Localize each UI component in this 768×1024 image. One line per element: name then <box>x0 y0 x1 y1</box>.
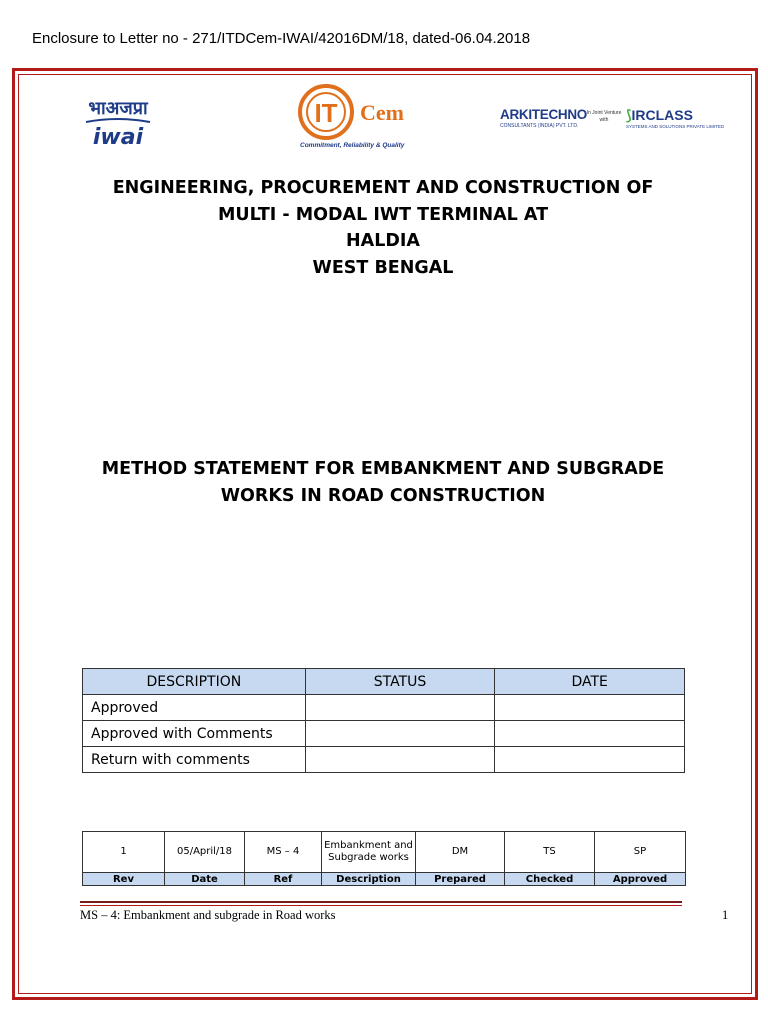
revision-header-cell: Approved <box>595 873 686 886</box>
title-line: HALDIA <box>346 231 420 251</box>
footer-divider-thin <box>80 905 682 906</box>
title-line: ENGINEERING, PROCUREMENT AND CONSTRUCTION OF <box>112 178 654 198</box>
table-cell: Return with comments <box>83 747 306 773</box>
itdcem-logo-letters: IT <box>314 98 338 128</box>
table-cell <box>305 695 495 721</box>
document-title <box>40 175 726 281</box>
revision-table <box>82 831 686 886</box>
iwai-logo-text: iwai <box>92 125 144 150</box>
iwai-logo-hindi: भाअजप्रा <box>88 98 148 119</box>
footer-divider <box>80 901 682 903</box>
table-row <box>83 721 685 747</box>
revision-cell: SP <box>595 832 686 873</box>
irclass-sub: SYSTEMS AND SOLUTIONS PRIVATE LIMITED <box>626 124 725 129</box>
table-header-cell: DESCRIPTION <box>83 669 306 695</box>
revision-header-cell: Prepared <box>416 873 505 886</box>
subtitle-line: WORKS IN ROAD CONSTRUCTION <box>220 485 546 506</box>
revision-header-cell: Rev <box>83 873 165 886</box>
table-cell <box>495 721 685 747</box>
table-header-cell: STATUS <box>305 669 495 695</box>
revision-cell: 05/April/18 <box>165 832 245 873</box>
table-row <box>83 695 685 721</box>
table-cell <box>495 695 685 721</box>
itdcem-logo-cem: Cem <box>360 100 404 125</box>
footer-text: MS – 4: Embankment and subgrade in Road works <box>80 908 336 922</box>
revision-cell: Embankment and Subgrade works <box>322 832 416 873</box>
table-cell <box>495 747 685 773</box>
revision-header-cell: Date <box>165 873 245 886</box>
revision-cell: MS – 4 <box>245 832 322 873</box>
method-statement-title <box>40 456 726 509</box>
table-cell: Approved with Comments <box>83 721 306 747</box>
revision-cell: 1 <box>83 832 165 873</box>
revision-header-cell: Ref <box>245 873 322 886</box>
revision-cell: TS <box>505 832 595 873</box>
subtitle-line: METHOD STATEMENT FOR EMBANKMENT AND SUBGRADE <box>101 459 665 479</box>
iwai-logo <box>80 92 156 150</box>
page-number: 1 <box>722 908 729 922</box>
irclass-name: ⟆IRCLASS <box>626 107 693 123</box>
revision-cell: DM <box>416 832 505 873</box>
revision-values-row <box>83 832 686 873</box>
title-line: WEST BENGAL <box>312 257 454 278</box>
approval-status-table <box>82 668 685 773</box>
arkitechno-sub: CONSULTANTS (INDIA) PVT. LTD. <box>500 123 579 129</box>
irclass-logo <box>626 107 724 129</box>
enclosure-reference: Enclosure to Letter no - 271/ITDCem-IWAI/42016DM/18, dated-06.04.2018 <box>32 30 531 47</box>
table-cell: Approved <box>83 695 306 721</box>
table-row <box>83 747 685 773</box>
itdcem-logo <box>296 84 426 154</box>
revision-header-cell: Checked <box>505 873 595 886</box>
table-header-row <box>83 669 685 695</box>
arkitechno-logo <box>500 107 587 129</box>
table-cell <box>305 747 495 773</box>
table-cell <box>305 721 495 747</box>
joint-venture-label: In Joint Venture with <box>586 110 622 123</box>
arkitechno-name: ARKITECHNO <box>500 107 587 122</box>
table-header-cell: DATE <box>495 669 685 695</box>
itdcem-tagline: Commitment, Reliability & Quality <box>300 142 405 149</box>
revision-header-cell: Description <box>322 873 416 886</box>
revision-header-row <box>83 873 686 886</box>
title-line: MULTI - MODAL IWT TERMINAL AT <box>217 204 549 225</box>
